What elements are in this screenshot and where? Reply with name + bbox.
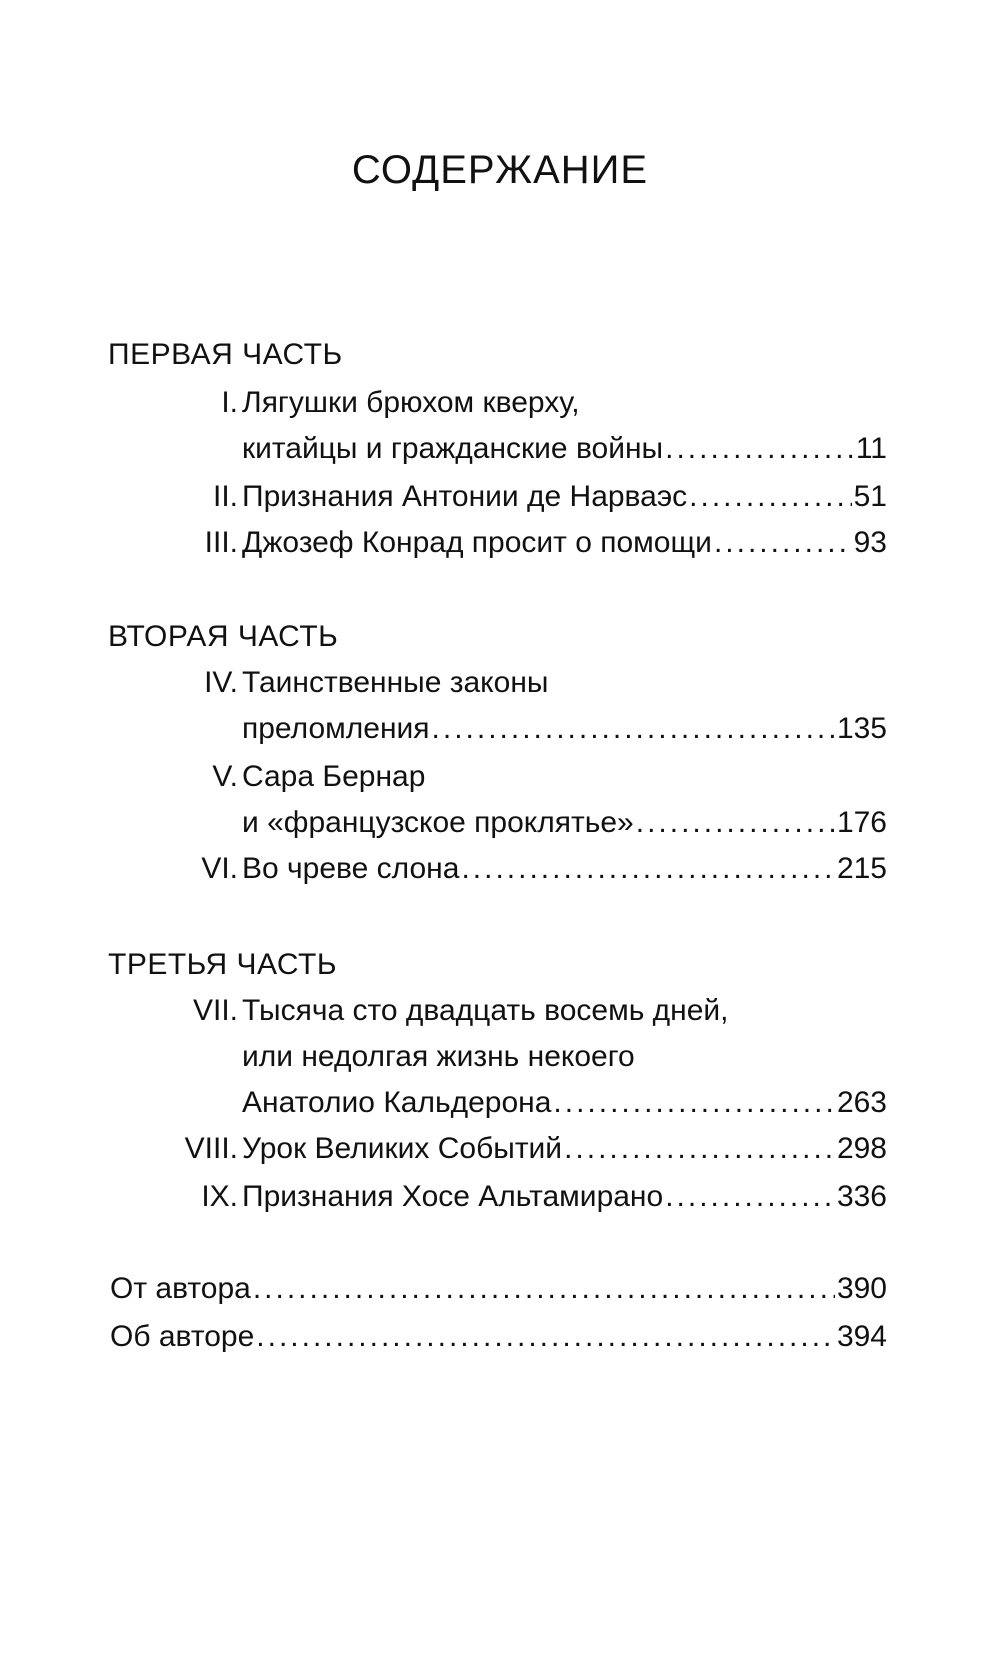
part-heading-2: ВТОРАЯ ЧАСТЬ xyxy=(108,620,339,653)
chapter-title-line: Сара Бернар xyxy=(242,760,426,793)
dot-leader xyxy=(714,526,852,560)
chapter-numeral: IV. xyxy=(204,666,238,699)
toc-entry[interactable] xyxy=(242,852,887,892)
toc-entry[interactable] xyxy=(242,806,887,846)
page-number: 93 xyxy=(853,526,887,559)
chapter-numeral: VIII. xyxy=(184,1132,238,1165)
chapter-numeral: III. xyxy=(204,526,238,559)
toc-entry[interactable] xyxy=(242,1086,887,1126)
toc-entry-appendix[interactable] xyxy=(110,1272,887,1312)
chapter-title-line: Таинственные законы xyxy=(242,666,549,699)
toc-entry[interactable] xyxy=(242,1180,887,1220)
chapter-title-line: преломления xyxy=(242,712,430,745)
toc-entry-appendix[interactable] xyxy=(110,1320,887,1360)
dot-leader xyxy=(461,852,835,886)
chapter-numeral: V. xyxy=(212,760,238,793)
dot-leader xyxy=(665,1180,835,1214)
appendix-label: От автора xyxy=(110,1272,251,1305)
chapter-title-line: или недолгая жизнь некоего xyxy=(242,1040,635,1073)
chapter-numeral: VII. xyxy=(192,994,238,1027)
chapter-title-line: Признания Антонии де Нарваэс xyxy=(242,480,688,513)
dot-leader xyxy=(253,1272,835,1306)
dot-leader xyxy=(665,432,854,466)
chapter-title-line: Во чреве слона xyxy=(242,852,460,885)
chapter-title-line: китайцы и гражданские войны xyxy=(242,432,664,465)
page-number: 51 xyxy=(853,480,887,513)
page-number: 336 xyxy=(836,1180,887,1213)
page-number: 11 xyxy=(855,432,887,465)
dot-leader xyxy=(636,806,835,840)
toc-entry[interactable] xyxy=(242,480,887,520)
chapter-numeral: IX. xyxy=(201,1180,238,1213)
chapter-numeral: II. xyxy=(212,480,238,513)
dot-leader xyxy=(689,480,851,514)
toc-entry[interactable] xyxy=(242,526,887,566)
page-number: 176 xyxy=(836,806,887,839)
chapter-title-line: и «французское проклятье» xyxy=(242,806,634,839)
dot-leader xyxy=(564,1132,835,1166)
chapter-title-line: Урок Великих Событий xyxy=(242,1132,563,1165)
chapter-title-line: Анатолио Кальдерона xyxy=(242,1086,552,1119)
page-number: 394 xyxy=(836,1320,887,1353)
chapter-title-line: Признания Хосе Альтамирано xyxy=(242,1180,664,1213)
chapter-title-line: Джозеф Конрад просит о помощи xyxy=(242,526,712,559)
dot-leader xyxy=(256,1320,835,1354)
chapter-title-line: Тысяча сто двадцать восемь дней, xyxy=(242,994,729,1027)
dot-leader xyxy=(553,1086,835,1120)
page-title: СОДЕРЖАНИЕ xyxy=(351,148,649,192)
page-number: 298 xyxy=(836,1132,887,1165)
part-heading-1: ПЕРВАЯ ЧАСТЬ xyxy=(108,338,343,371)
page-number: 263 xyxy=(836,1086,887,1119)
appendix-label: Об авторе xyxy=(110,1320,255,1353)
toc-entry[interactable] xyxy=(242,712,887,752)
page-number: 215 xyxy=(836,852,887,885)
chapter-numeral: VI. xyxy=(201,852,238,885)
toc-entry[interactable] xyxy=(242,1132,887,1172)
page-number: 390 xyxy=(836,1272,887,1305)
dot-leader xyxy=(432,712,835,746)
page-number: 135 xyxy=(836,712,887,745)
toc-entry[interactable] xyxy=(242,432,887,472)
chapter-title-line: Лягушки брюхом кверху, xyxy=(242,386,580,419)
part-heading-3: ТРЕТЬЯ ЧАСТЬ xyxy=(108,948,338,981)
chapter-numeral: I. xyxy=(221,386,238,419)
